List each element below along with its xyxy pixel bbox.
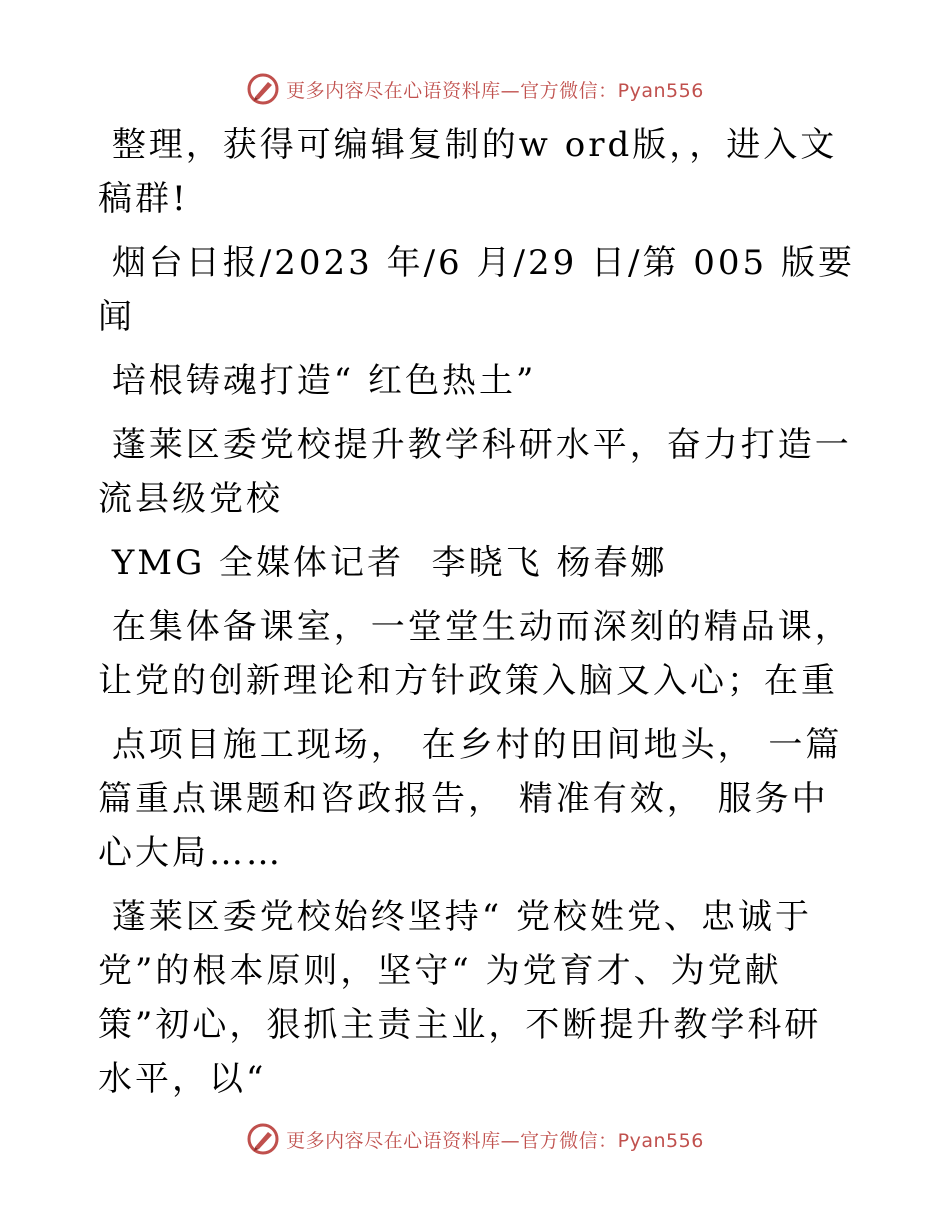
pen-logo-icon	[246, 72, 280, 106]
pen-logo-icon	[246, 1122, 280, 1156]
watermark-text: 更多内容尽在心语资料库—官方微信：Pyan556	[286, 1129, 704, 1152]
article-title: 培根铸魂打造“ 红色热土”	[98, 361, 537, 401]
header-watermark	[0, 72, 950, 106]
paragraph-body: 在集体备课室，一堂堂生动而深刻的精品课，让党的创新理论和方针政策入脑又入心；在重	[98, 607, 852, 701]
footer-watermark	[0, 1122, 950, 1156]
paragraph-source: 烟台日报/2023 年/6 月/29 日/第 005 版要闻	[98, 243, 855, 337]
paragraph-intro: 整理，获得可编辑复制的w ord版，，进入文稿群!	[98, 125, 838, 219]
article-byline: YMG 全媒体记者 李晓飞 杨春娜	[98, 543, 668, 583]
paragraph-body: 蓬莱区委党校始终坚持“ 党校姓党、忠诚于党”的根本原则，坚守“ 为党育才、为党献策”初心，狠抓主责主业，不断提升教学科研水平，以“	[98, 897, 822, 1099]
watermark-text: 更多内容尽在心语资料库—官方微信：Pyan556	[286, 79, 704, 102]
document-body	[98, 118, 858, 1116]
paragraph-body: 点项目施工现场， 在乡村的田间地头， 一篇篇重点课题和咨政报告， 精准有效， 服务中心大局……	[98, 725, 843, 873]
article-subtitle: 蓬莱区委党校提升教学科研水平，奋力打造一流县级党校	[98, 425, 852, 519]
